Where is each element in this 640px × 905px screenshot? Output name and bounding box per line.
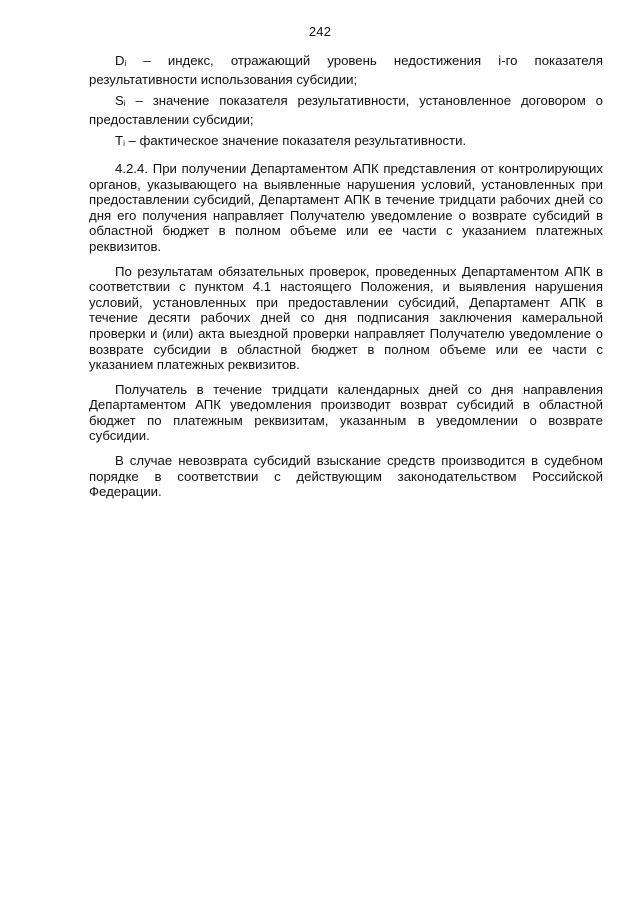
variable-t-subscript: i [123,139,125,149]
paragraph-4-2-4: 4.2.4. При получении Департаментом АПК представления от контролирующих органов, указывающего на выявленные нарушения условий, установленных при предоставлении субсидий, Департамент АПК в течение тридцати рабочих дней со дня его получения направляет Получателю уведомление о возврате субсидий в областной бюджет в полном объеме или ее части с указанием платежных реквизитов. [89,160,603,254]
variable-d: D [115,53,125,68]
paragraph-court-recovery: В случае невозврата субсидий взыскание средств производится в судебном порядке в соответствии с действующим законодательством Российской Федерации. [89,453,603,500]
definition-s [89,93,603,127]
definition-s-text: – значение показателя результативности, установленное договором о предоставлении субсидии; [89,93,603,127]
definition-t-text: – фактическое значение показателя результативности. [124,133,467,149]
definition-t [89,133,603,152]
page-number: 242 [308,24,332,39]
paragraph-inspection-results: По результатам обязательных проверок, проведенных Департаментом АПК в соответствии с пунктом 4.1 настоящего Положения, и выявления нарушения условий, установленных при предоставлении субсидий, Департамент АПК в течение десяти рабочих дней со дня подписания заключения камеральной проверки и (или) акта выездной проверки направляет Получателю уведомление о возврате субсидии в областной бюджет в полном объеме или ее части с указанием платежных реквизитов. [89,263,603,373]
paragraph-recipient-refund: Получатель в течение тридцати календарных дней со дня направления Департаментом АПК уведомления производит возврат субсидий в областной бюджет по платежным реквизитам, указанным в уведомлении о возврате субсидии. [89,381,603,444]
definition-d-text: – индекс, отражающий уровень недостижения i-го показателя результативности использования субсидии; [89,53,603,87]
variable-t: T [115,133,124,149]
definition-d [89,53,603,87]
variable-s-subscript: i [123,99,126,109]
document-body [89,53,603,506]
variable-s: S [115,93,124,109]
variable-d-subscript: i [124,59,127,68]
